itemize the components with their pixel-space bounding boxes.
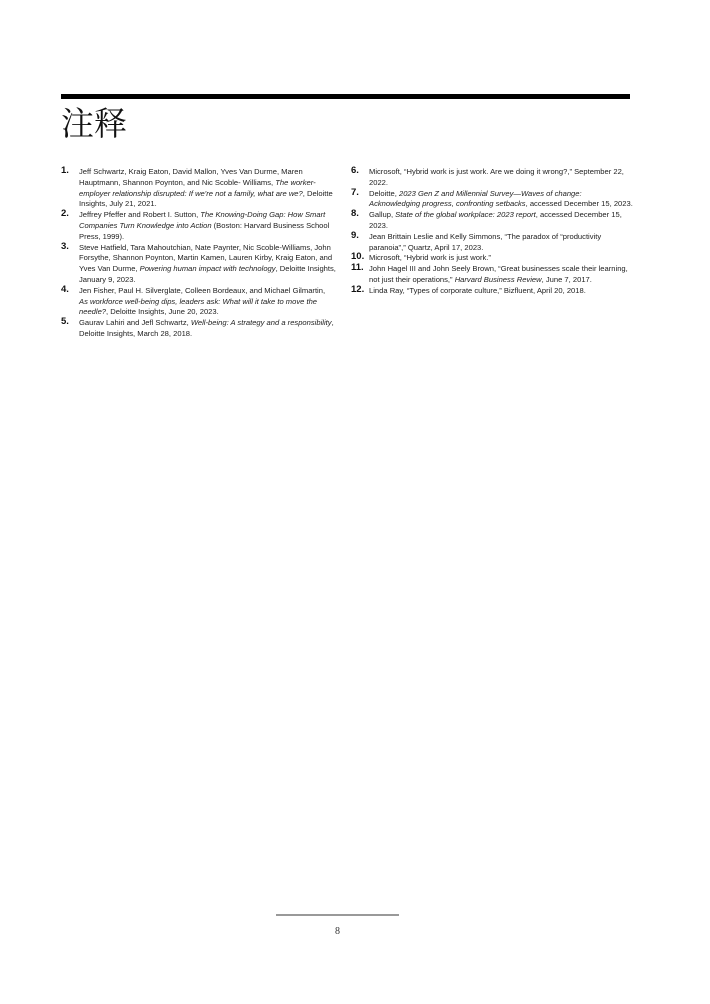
endnote-title: Harvard Business Review bbox=[454, 274, 542, 284]
endnote-title: The Knowing-Doing Gap: How Smart Companies Turn Knowledge into Action bbox=[79, 210, 326, 230]
endnote-text-segment: Gallup, bbox=[369, 210, 396, 220]
endnote-text-segment: Linda Ray, “Types of corporate culture,” Bizfluent, April 20, 2018. bbox=[369, 285, 586, 295]
endnote bbox=[61, 240, 336, 286]
endnote-title: State of the global workplace: 2023 report bbox=[395, 210, 536, 220]
endnote-text bbox=[369, 253, 491, 262]
endnote-number: 4. bbox=[61, 283, 69, 295]
endnote-text-segment: , accessed December 15, 2023. bbox=[525, 199, 633, 209]
endnote-text bbox=[79, 243, 336, 284]
endnote-text-segment: Jean Brittain Leslie and Kelly Simmons, “The paradox of “productivity paranoia”,” Quartz, April 17, 2023. bbox=[369, 231, 602, 252]
endnote-text-segment: , Deloitte Insights, March 28, 2018. bbox=[79, 318, 334, 338]
endnote-number: 10. bbox=[351, 251, 365, 263]
endnote bbox=[61, 167, 336, 210]
endnote-text bbox=[369, 167, 624, 187]
page-number: 8 bbox=[335, 926, 340, 937]
notes-column-right bbox=[351, 167, 633, 297]
endnote-title: The worker-employer relationship disrupted: If we're not a family, what are we? bbox=[79, 177, 316, 198]
footer-rule bbox=[276, 914, 399, 916]
endnote-text-segment: Gaurav Lahiri and Jefl Schwartz, bbox=[79, 318, 191, 328]
endnote bbox=[61, 318, 336, 340]
endnote-text bbox=[369, 210, 622, 230]
endnote bbox=[351, 167, 633, 189]
endnote-text-segment: , June 7, 2017. bbox=[541, 274, 592, 284]
endnote-text-segment: , Deloitte Insights, January 9, 2023. bbox=[79, 264, 336, 284]
endnote-text bbox=[369, 232, 601, 252]
endnote bbox=[351, 229, 633, 254]
endnote bbox=[351, 283, 633, 297]
endnote-title: 2023 Gen Z and Millennial Survey—Waves of change: Acknowledging progress, confronting setbacks bbox=[369, 188, 582, 209]
endnote-text-segment: Jen Fisher, Paul H. Silverglate, Colleen Bordeaux, and Michael Gilmartin, bbox=[79, 285, 326, 295]
endnote-text bbox=[79, 210, 329, 241]
endnote-text-segment: , Deloitte Insights, June 20, 2023. bbox=[106, 307, 219, 317]
endnote-text-segment: Microsoft, “Hybrid work is just work.” bbox=[369, 253, 491, 263]
endnote bbox=[61, 210, 336, 242]
endnote-number: 3. bbox=[61, 240, 69, 252]
endnote-number: 7. bbox=[351, 186, 359, 198]
endnote-text-segment: (Boston: Harvard Business School Press, 1999). bbox=[79, 220, 330, 241]
endnote bbox=[61, 283, 336, 318]
endnote-text bbox=[369, 264, 628, 284]
endnote-title: As workforce well-being dips, leaders ask: What will it take to move the needle? bbox=[79, 296, 318, 317]
endnote-text bbox=[79, 167, 333, 208]
endnote-number: 2. bbox=[61, 208, 69, 220]
endnote-text bbox=[369, 189, 633, 209]
endnote-text-segment: John Hagel III and John Seely Brown, “Great businesses scale their learning, not just their operations,” bbox=[369, 264, 628, 284]
endnote-text-segment: Microsoft, “Hybrid work is just work. Are we doing it wrong?,” September 22, 2022. bbox=[369, 167, 624, 187]
endnote-number: 1. bbox=[61, 165, 69, 176]
endnote-text-segment: Deloitte, bbox=[369, 188, 399, 198]
endnote bbox=[351, 253, 633, 264]
endnote-text-segment: , accessed December 15, 2023. bbox=[369, 210, 622, 230]
endnote-title: Powering human impact with technology bbox=[139, 264, 276, 274]
endnote-title: Well-being: A strategy and a responsibility bbox=[190, 318, 332, 328]
endnote-text bbox=[79, 286, 325, 317]
endnote-number: 6. bbox=[351, 165, 359, 176]
heading-rule bbox=[61, 94, 630, 99]
endnote-text-segment: Jeff Schwartz, Kraig Eaton, David Mallon, Yves Van Durme, Maren Hauptmann, Shannon Poynton, and Nic Scoble- Williams, bbox=[79, 167, 303, 187]
endnote-number: 5. bbox=[61, 316, 69, 328]
endnote-text bbox=[79, 318, 334, 338]
endnote-text-segment: Steve Hatfield, Tara Mahoutchian, Nate Paynter, Nic Scoble-Williams, John Forsythe, Shannon Poynton, Martin Kamen, Lauren Kirby, Kraig Eaton, and Yves Van Durme, bbox=[79, 242, 333, 274]
endnote-text-segment: , Deloitte Insights, July 21, 2021. bbox=[79, 188, 333, 209]
endnote-number: 12. bbox=[351, 283, 365, 295]
endnote-number: 9. bbox=[351, 229, 359, 241]
endnote bbox=[351, 186, 633, 211]
endnote-text bbox=[369, 286, 586, 295]
endnote bbox=[351, 264, 633, 286]
endnote-number: 8. bbox=[351, 208, 359, 220]
page-title: 注释 bbox=[61, 104, 127, 143]
endnote-number: 11. bbox=[351, 262, 364, 274]
notes-column-left bbox=[61, 167, 336, 340]
endnote-text-segment: Jeffrey Pfeffer and Robert I. Sutton, bbox=[79, 210, 201, 220]
endnote bbox=[351, 210, 633, 232]
